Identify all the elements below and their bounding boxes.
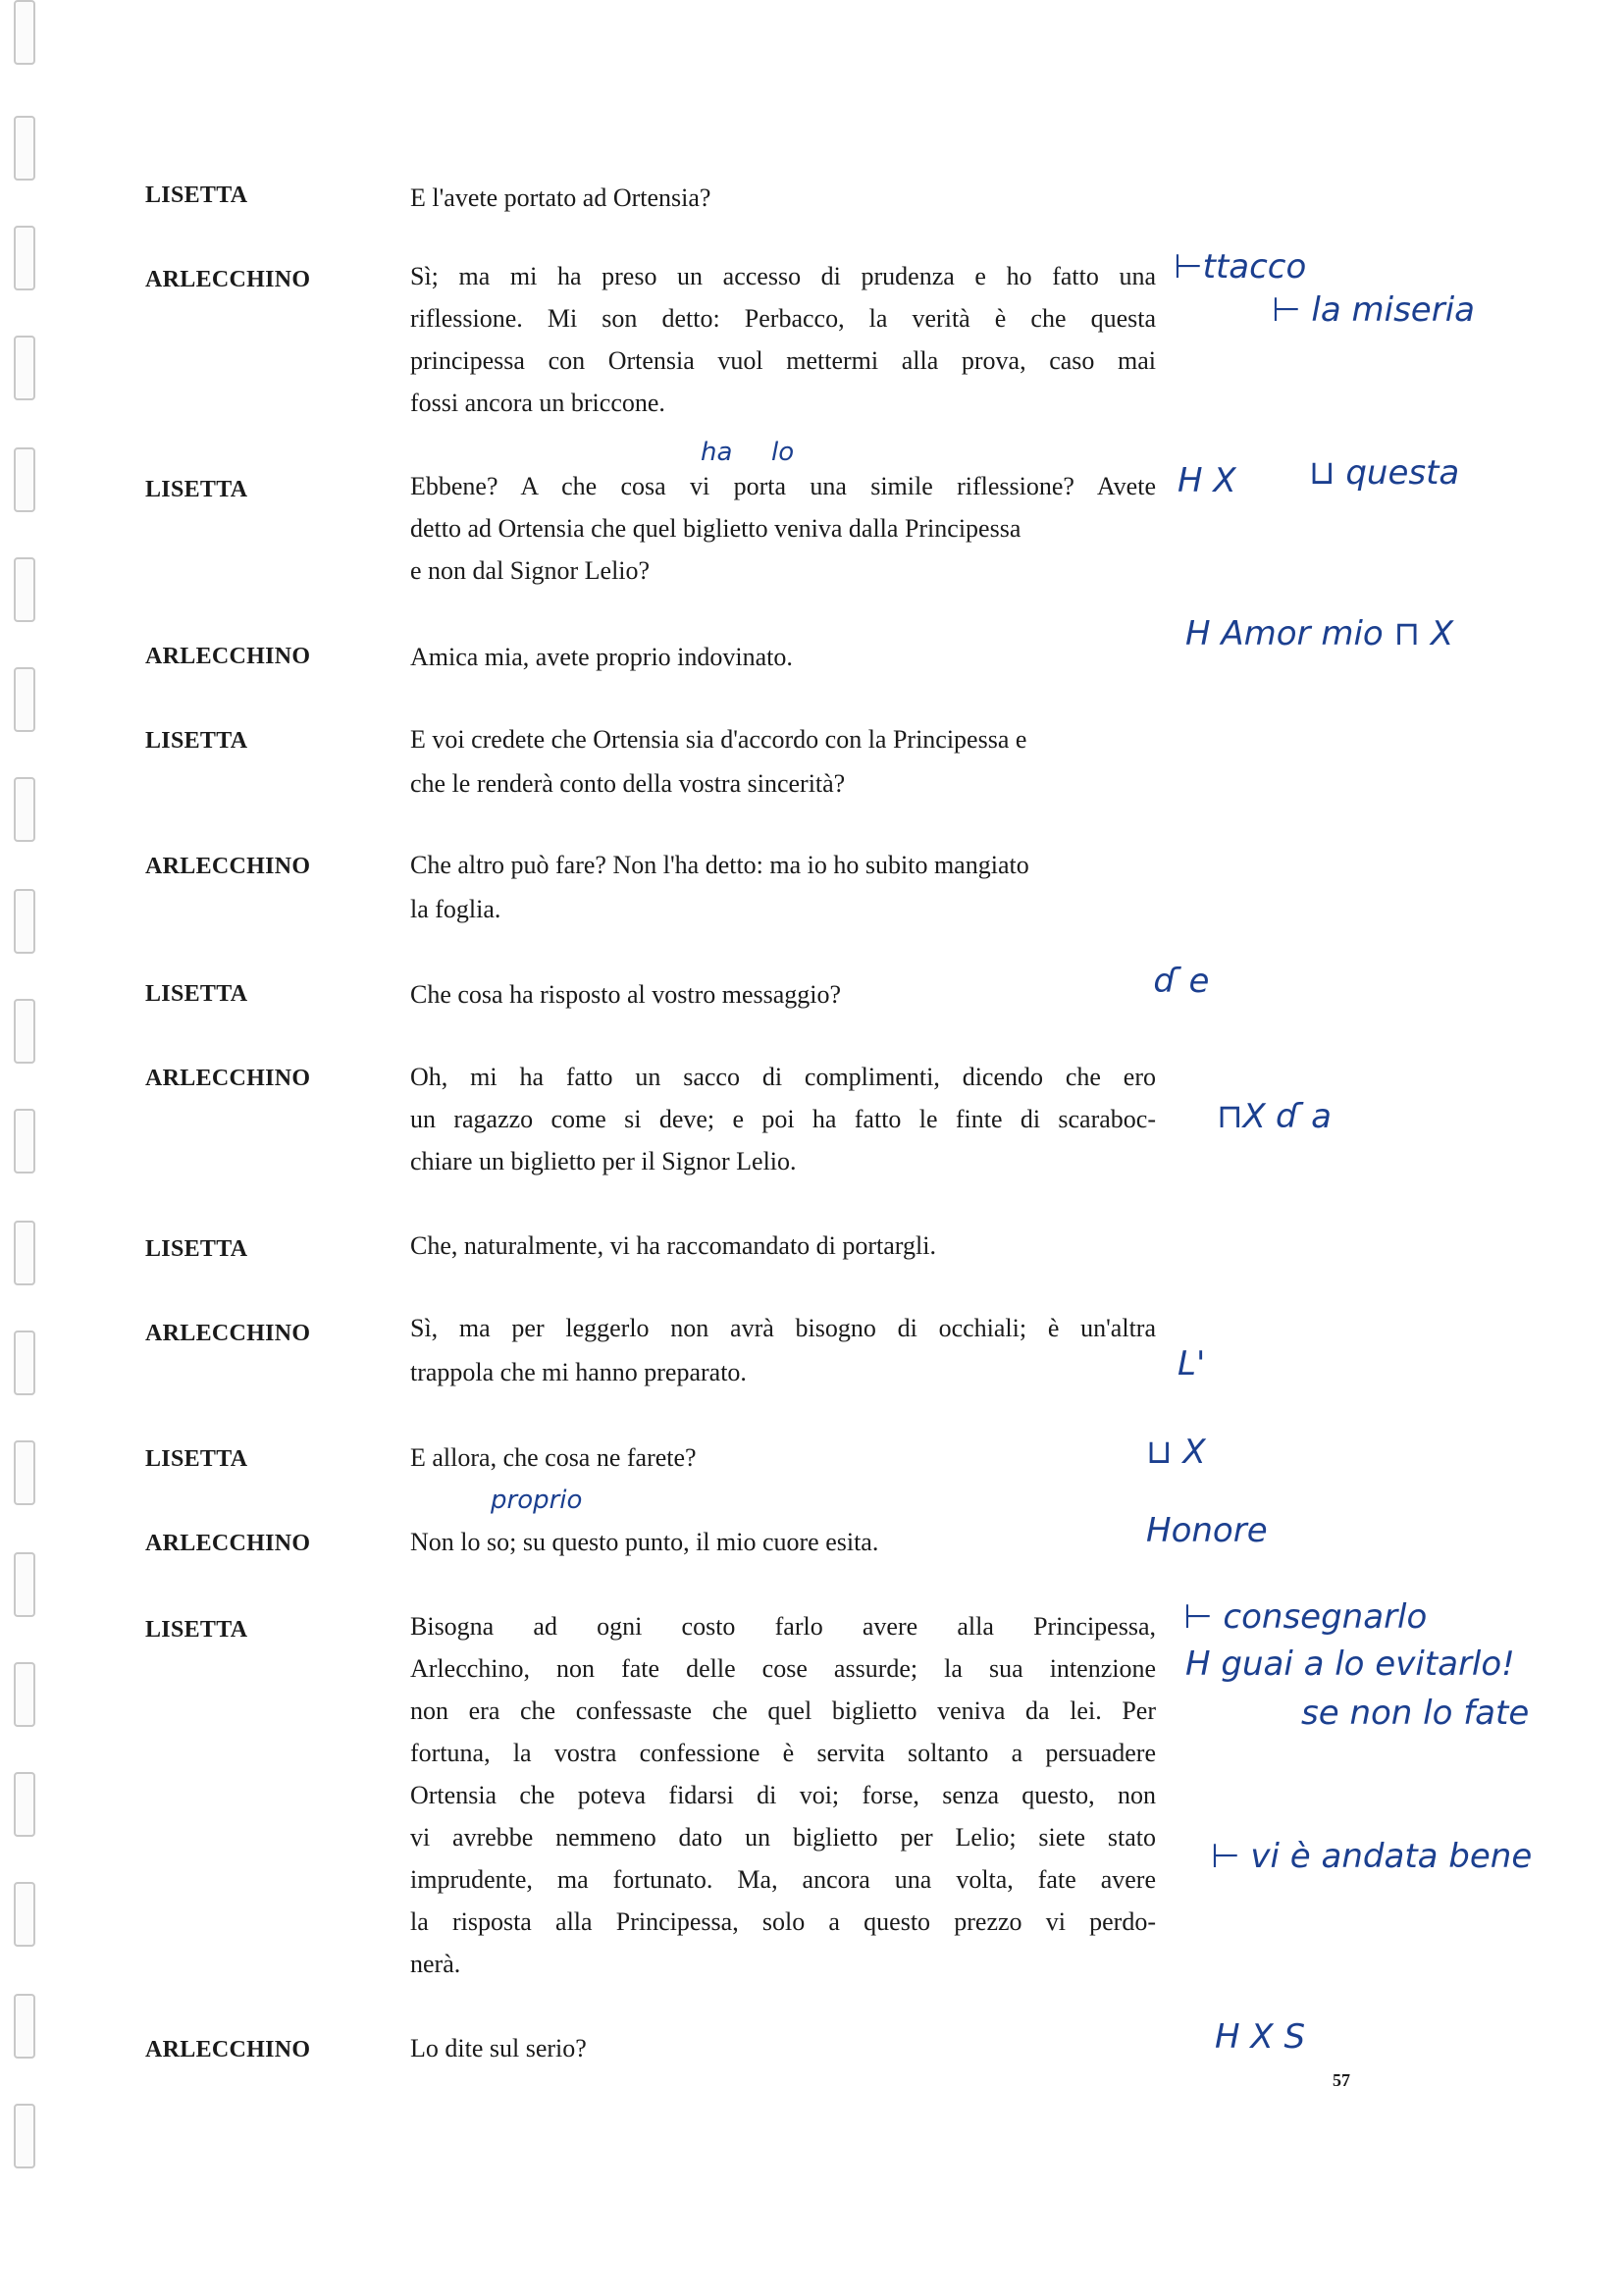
dialogue-line: Bisogna ad ogni costo farlo avere alla Principessa, [410, 1612, 1156, 1641]
handwritten-note: H X S [1215, 2017, 1306, 2057]
binder-ring [14, 447, 35, 512]
binder-ring [14, 1440, 35, 1505]
dialogue-line: nerà. [410, 1950, 461, 1978]
dialogue-line: Sì; ma mi ha preso un accesso di prudenza e ho fatto una [410, 262, 1156, 290]
binder-ring [14, 667, 35, 732]
handwritten-note: ⊢ vi è andata bene [1211, 1837, 1533, 1876]
handwritten-note: H Amor mio ⊓ X [1185, 614, 1454, 653]
binder-ring [14, 557, 35, 622]
speaker-name: ARLECCHINO [145, 267, 311, 292]
dialogue-line: non era che confessaste che quel biglietto veniva da lei. Per [410, 1696, 1156, 1725]
binder-ring [14, 1109, 35, 1174]
handwritten-note: proprio [491, 1486, 583, 1515]
dialogue-line: E allora, che cosa ne farete? [410, 1443, 697, 1472]
dialogue-line: principessa con Ortensia vuol mettermi alla prova, caso mai [410, 346, 1156, 375]
speaker-name: LISETTA [145, 1446, 248, 1472]
handwritten-note: H guai a lo evitarlo! [1185, 1644, 1515, 1684]
binder-ring [14, 1221, 35, 1285]
dialogue-line: Che cosa ha risposto al vostro messaggio? [410, 980, 842, 1009]
dialogue-line: Arlecchino, non fate delle cose assurde; la sua intenzione [410, 1654, 1156, 1683]
dialogue-line: chiare un biglietto per il Signor Lelio. [410, 1147, 797, 1175]
speaker-name: ARLECCHINO [145, 644, 311, 669]
speaker-name: LISETTA [145, 981, 248, 1007]
handwritten-note: ⊓X ɗ a [1217, 1097, 1332, 1136]
speaker-name: ARLECCHINO [145, 1531, 311, 1556]
handwritten-note: ⊢ttacco [1174, 247, 1307, 287]
dialogue-line: che le renderà conto della vostra sincerità? [410, 769, 846, 798]
binder-ring [14, 1331, 35, 1395]
binder-ring [14, 1662, 35, 1727]
handwritten-note: ⊢ consegnarlo [1183, 1597, 1428, 1637]
binder-ring [14, 1882, 35, 1947]
speaker-name: ARLECCHINO [145, 1321, 311, 1346]
binder-ring [14, 0, 35, 65]
handwritten-note: H X [1178, 461, 1236, 500]
dialogue-line: Oh, mi ha fatto un sacco di complimenti, dicendo che ero [410, 1063, 1156, 1091]
dialogue-line: Ortensia che poteva fidarsi di voi; forse, senza questo, non [410, 1781, 1156, 1809]
binder-ring [14, 889, 35, 954]
speaker-name: ARLECCHINO [145, 2037, 311, 2062]
dialogue-line: E l'avete portato ad Ortensia? [410, 183, 711, 212]
dialogue-line: Amica mia, avete proprio indovinato. [410, 643, 793, 671]
speaker-name: ARLECCHINO [145, 854, 311, 879]
dialogue-line: la foglia. [410, 895, 501, 923]
dialogue-line: Non lo so; su questo punto, il mio cuore esita. [410, 1528, 879, 1556]
handwritten-note: L' [1178, 1344, 1206, 1383]
binder-ring [14, 1772, 35, 1837]
dialogue-line: Ebbene? A che cosa vi porta una simile riflessione? Avete [410, 472, 1156, 500]
handwritten-note: ⊔ X [1146, 1433, 1206, 1472]
speaker-name: LISETTA [145, 1236, 248, 1262]
speaker-name: LISETTA [145, 728, 248, 754]
handwritten-note: ha [701, 438, 733, 467]
speaker-name: LISETTA [145, 183, 248, 208]
binder-ring [14, 226, 35, 290]
binder-ring [14, 1994, 35, 2059]
dialogue-line: trappola che mi hanno preparato. [410, 1358, 747, 1386]
binder-ring [14, 2104, 35, 2168]
binder-ring [14, 336, 35, 400]
dialogue-line: vi avrebbe nemmeno dato un biglietto per Lelio; siete stato [410, 1823, 1156, 1852]
dialogue-line: E voi credete che Ortensia sia d'accordo con la Principessa e [410, 725, 1027, 754]
dialogue-line: riflessione. Mi son detto: Perbacco, la verità è che questa [410, 304, 1156, 333]
dialogue-line: Che altro può fare? Non l'ha detto: ma io ho subito mangiato [410, 851, 1029, 879]
speaker-name: LISETTA [145, 477, 248, 502]
binder-ring [14, 116, 35, 181]
dialogue-line: detto ad Ortensia che quel biglietto veniva dalla Principessa [410, 514, 1021, 543]
dialogue-line: la risposta alla Principessa, solo a questo prezzo vi perdo- [410, 1907, 1156, 1936]
dialogue-line: fortuna, la vostra confessione è servita soltanto a persuadere [410, 1739, 1156, 1767]
binder-ring [14, 1552, 35, 1617]
dialogue-line: Che, naturalmente, vi ha raccomandato di portargli. [410, 1231, 936, 1260]
page-number: 57 [1333, 2070, 1350, 2090]
handwritten-note: se non lo fate [1301, 1694, 1530, 1733]
handwritten-note: ⊔ questa [1309, 453, 1460, 493]
dialogue-line: Sì, ma per leggerlo non avrà bisogno di occhiali; è un'altra [410, 1314, 1156, 1342]
handwritten-note: Honore [1146, 1511, 1268, 1550]
dialogue-line: Lo dite sul serio? [410, 2034, 587, 2062]
binder-rings [0, 0, 59, 2296]
speaker-name: ARLECCHINO [145, 1066, 311, 1091]
speaker-name: LISETTA [145, 1617, 248, 1643]
dialogue-line: e non dal Signor Lelio? [410, 556, 651, 585]
binder-ring [14, 777, 35, 842]
binder-ring [14, 999, 35, 1064]
handwritten-note: ɗ e [1154, 962, 1210, 1001]
dialogue-line: imprudente, ma fortunato. Ma, ancora una volta, fate avere [410, 1865, 1156, 1894]
dialogue-line: fossi ancora un briccone. [410, 389, 665, 417]
dialogue-line: un ragazzo come si deve; e poi ha fatto le finte di scaraboc- [410, 1105, 1156, 1133]
handwritten-note: ⊢ la miseria [1272, 290, 1475, 330]
handwritten-note: lo [771, 438, 795, 467]
